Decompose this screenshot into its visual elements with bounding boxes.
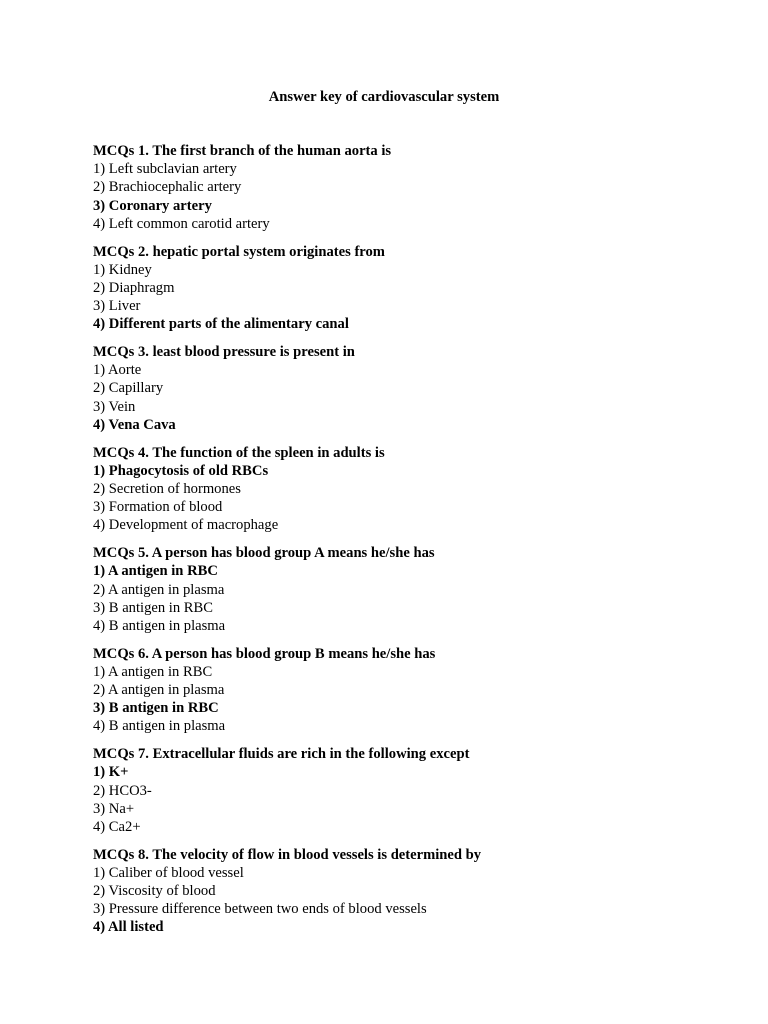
question-block-5 [93,544,733,635]
question-block-7 [93,745,733,836]
answer-option: 4) B antigen in plasma [93,617,226,634]
answer-option: 4) Ca2+ [93,818,141,835]
question-text: MCQs 4. The function of the spleen in adults is [93,444,385,461]
question-text: MCQs 5. A person has blood group A means he/she has [93,545,435,562]
correct-answer-option: 1) A antigen in RBC [93,563,218,580]
answer-option: 3) Liver [93,298,141,315]
question-block-6 [93,645,733,736]
question-text: MCQs 7. Extracellular fluids are rich in the following except [93,746,470,763]
answer-option: 1) Caliber of blood vessel [93,864,244,881]
answer-option: 2) Secretion of hormones [93,480,241,497]
answer-option: 1) Aorte [93,362,142,379]
question-text: MCQs 1. The first branch of the human aorta is [93,143,392,159]
answer-option: 2) Capillary [93,380,164,397]
answer-option: 2) A antigen in plasma [93,682,225,699]
answer-option: 3) Formation of blood [93,499,223,516]
question-block-8 [93,846,733,937]
question-text: MCQs 3. least blood pressure is present in [93,344,355,361]
answer-option: 2) Diaphragm [93,279,175,296]
correct-answer-option: 1) K+ [93,764,129,781]
question-block-4 [93,444,733,535]
answer-option: 2) Brachiocephalic artery [93,179,242,196]
correct-answer-option: 4) All listed [93,919,164,936]
answer-option: 4) Development of macrophage [93,517,279,534]
question-block-2 [93,243,733,334]
answer-option: 1) Kidney [93,261,152,278]
question-text: MCQs 8. The velocity of flow in blood vessels is determined by [93,846,482,863]
correct-answer-option: 4) Different parts of the alimentary canal [93,316,349,333]
correct-answer-option: 3) Coronary artery [93,197,212,214]
answer-option: 1) Left subclavian artery [93,161,237,178]
answer-option: 3) Vein [93,398,136,415]
question-list [93,142,733,946]
correct-answer-option: 1) Phagocytosis of old RBCs [93,462,269,479]
answer-option: 2) HCO3- [93,782,152,799]
answer-option: 3) Na+ [93,800,135,817]
correct-answer-option: 3) B antigen in RBC [93,700,219,717]
question-text: MCQs 2. hepatic portal system originates from [93,243,385,260]
answer-option: 3) Pressure difference between two ends of blood vessels [93,901,427,918]
question-block-1 [93,142,733,233]
answer-option: 1) A antigen in RBC [93,663,213,680]
answer-option: 3) B antigen in RBC [93,599,213,616]
answer-option: 2) A antigen in plasma [93,581,225,598]
correct-answer-option: 4) Vena Cava [93,416,176,433]
question-block-3 [93,343,733,434]
answer-option: 4) B antigen in plasma [93,718,226,735]
page-title: Answer key of cardiovascular system [268,89,500,105]
answer-option: 2) Viscosity of blood [93,883,216,900]
answer-option: 4) Left common carotid artery [93,215,270,232]
question-text: MCQs 6. A person has blood group B means he/she has [93,645,436,662]
